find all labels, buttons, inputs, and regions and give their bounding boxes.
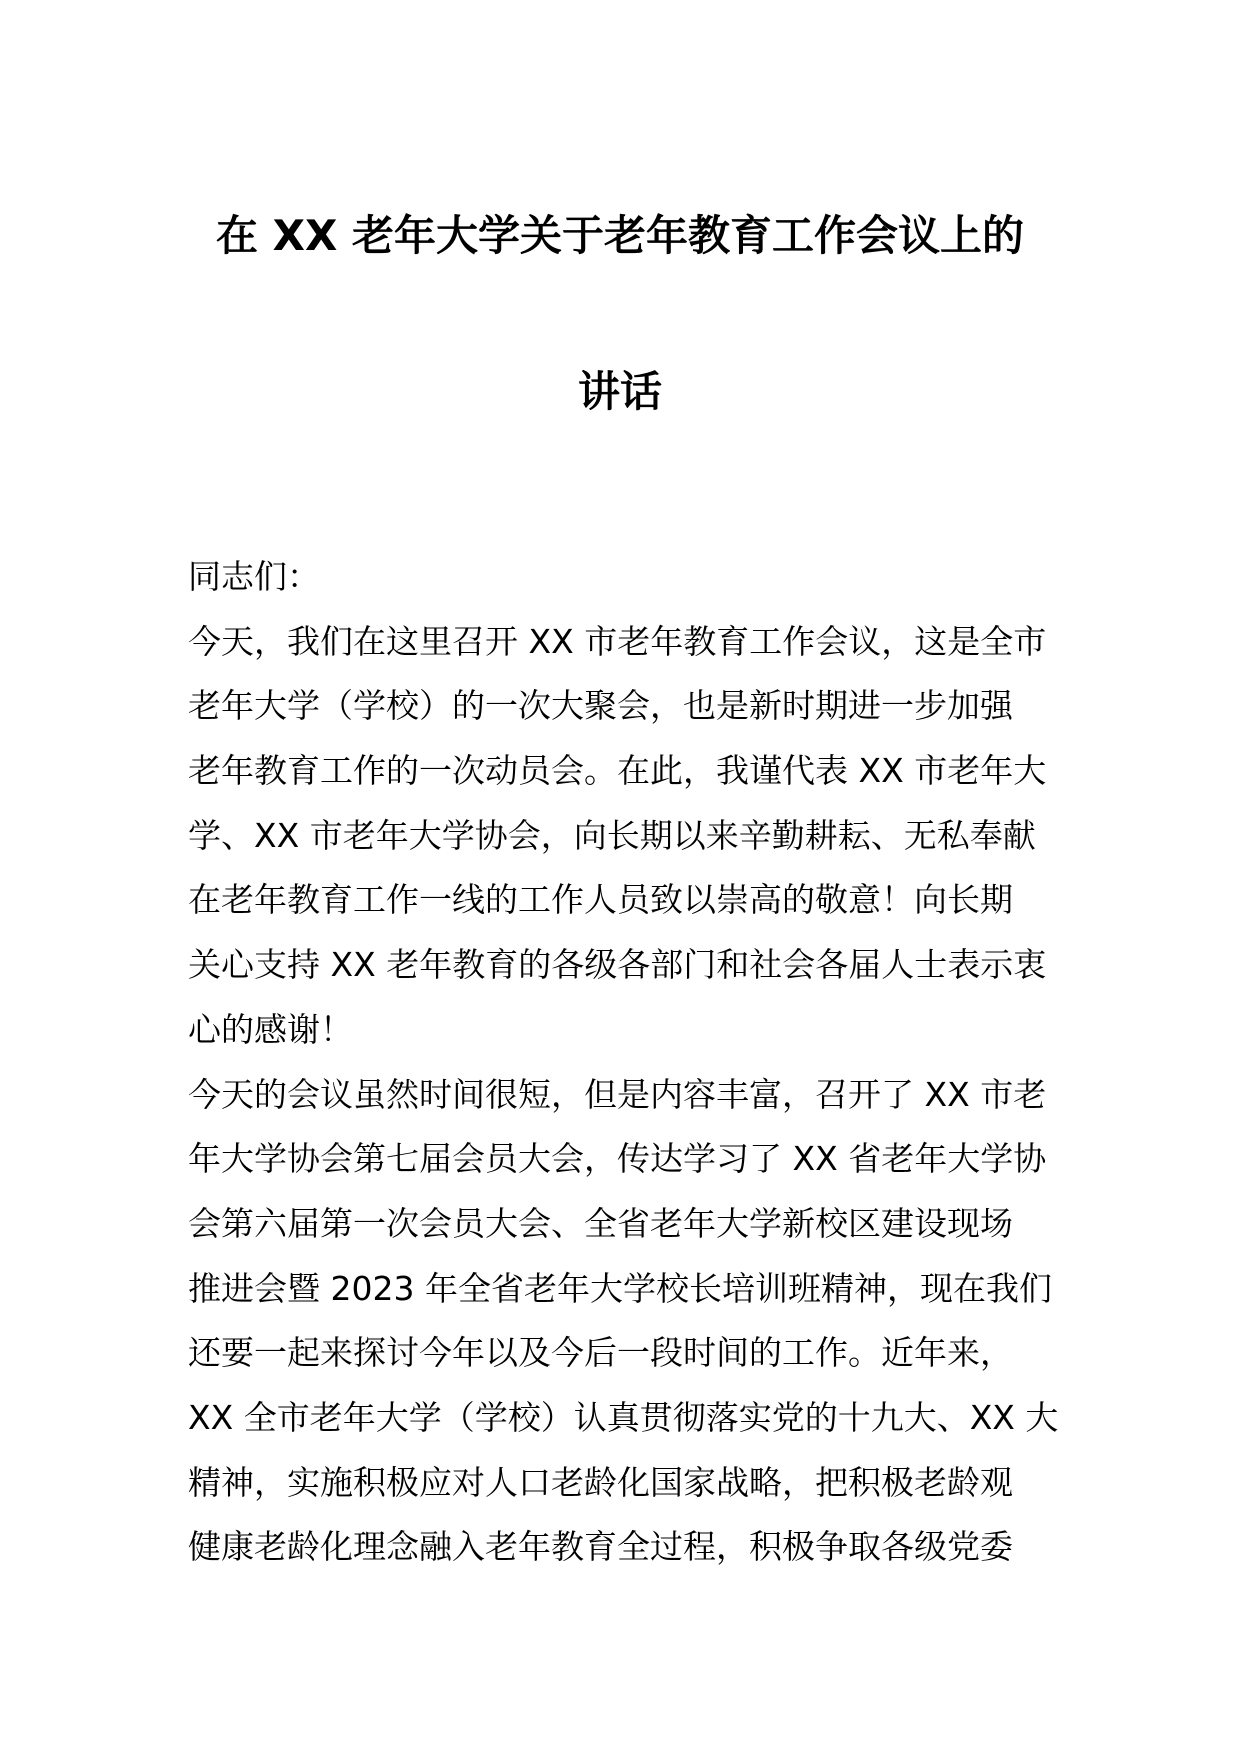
body-line: XX 全市老年大学（学校）认真贯彻落实党的十九大、XX 大 — [188, 1397, 1059, 1437]
document-body — [188, 545, 1088, 1580]
body-line: 学、XX 市老年大学协会，向长期以来辛勤耕耘、无私奉献 — [188, 815, 1036, 855]
document-title-line-2: 讲话 — [577, 367, 662, 416]
body-line: 推进会暨 2023 年全省老年大学校长培训班精神，现在我们 — [188, 1268, 1052, 1308]
body-line: 今天，我们在这里召开 XX 市老年教育工作会议，这是全市 — [188, 621, 1047, 661]
document-title-line-1: 在 XX 老年大学关于老年教育工作会议上的 — [215, 211, 1024, 260]
body-line: 心的感谢！ — [188, 1009, 353, 1049]
body-line: 老年教育工作的一次动员会。在此，我谨代表 XX 市老年大 — [188, 751, 1047, 791]
body-line: 老年大学（学校）的一次大聚会，也是新时期进一步加强 — [188, 686, 1013, 726]
body-line: 关心支持 XX 老年教育的各级各部门和社会各届人士表示衷 — [188, 945, 1047, 985]
body-line: 精神，实施积极应对人口老龄化国家战略，把积极老龄观 — [188, 1462, 1013, 1502]
body-line: 会第六届第一次会员大会、全省老年大学新校区建设现场 — [188, 1203, 1013, 1243]
salutation: 同志们： — [188, 557, 320, 596]
body-line: 还要一起来探讨今年以及今后一段时间的工作。近年来， — [188, 1333, 1013, 1373]
body-line: 在老年教育工作一线的工作人员致以崇高的敬意！向长期 — [188, 880, 1013, 920]
body-line: 今天的会议虽然时间很短，但是内容丰富，召开了 XX 市老 — [188, 1074, 1047, 1114]
body-line: 健康老龄化理念融入老年教育全过程，积极争取各级党委 — [188, 1527, 1013, 1567]
body-line: 年大学协会第七届会员大会，传达学习了 XX 省老年大学协 — [188, 1139, 1047, 1179]
